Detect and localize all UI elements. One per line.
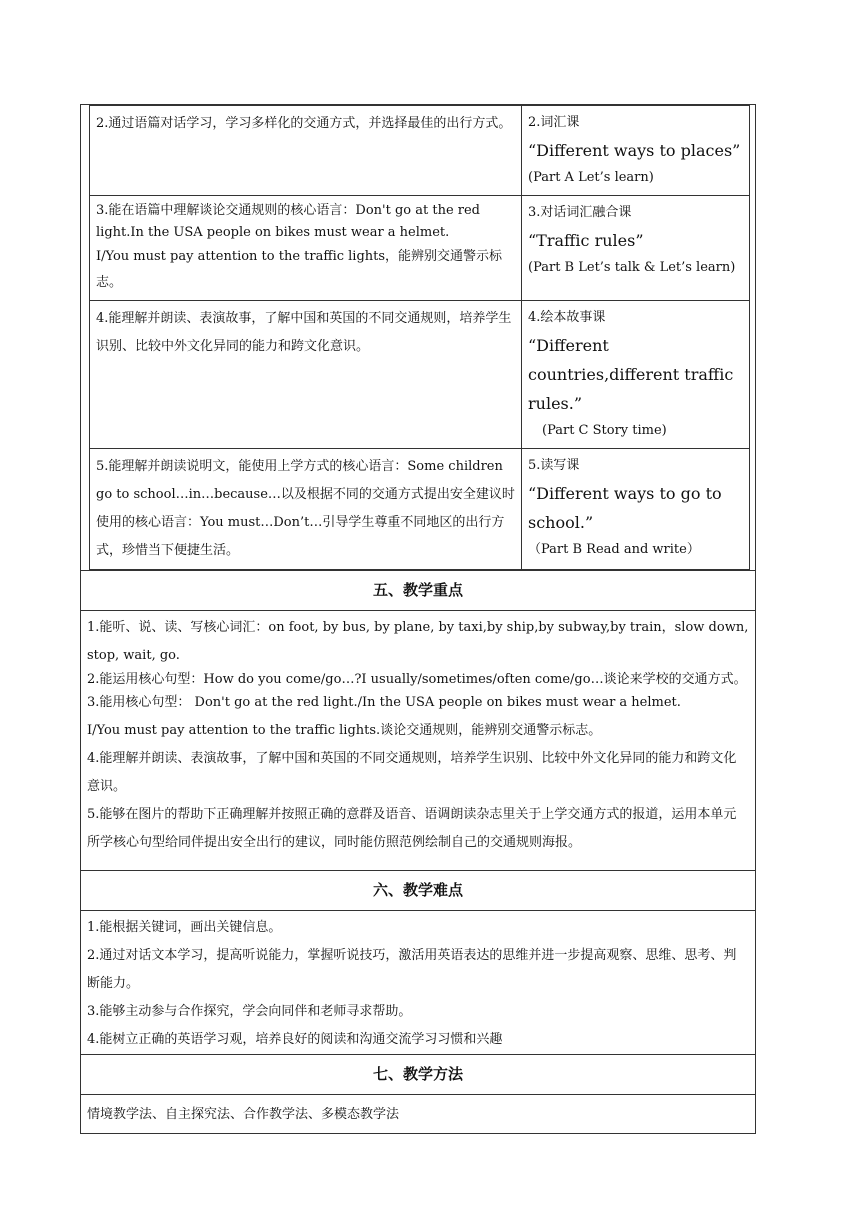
objective-row — [90, 106, 750, 196]
lesson-type-cell — [522, 449, 750, 570]
lesson-plan-table — [80, 104, 756, 1134]
key-point-item: 1.能听、说、读、写核心词汇：on foot, by bus, by plane, by taxi,by ship,by subway,by train，slow down, stop, wait, go. — [87, 620, 749, 663]
objective-row — [90, 196, 750, 301]
difficulty-item: 4.能树立正确的英语学习观，培养良好的阅读和沟通交流学习习惯和兴趣 — [87, 1032, 503, 1047]
lesson-title: “Different ways to places” — [528, 141, 741, 160]
lesson-part: (Part B Let’s talk & Let’s learn) — [528, 260, 736, 275]
objective-text: 5.能理解并朗读说明文，能使用上学方式的核心语言：Some children go to school…in…because…以及根据不同的交通方式提出安全建议时使用的核心语言：You must…Don’t…引导学生尊重不同地区的出行方式，珍惜当下便捷生活。 — [90, 449, 522, 570]
lesson-type-cell — [522, 196, 750, 301]
objective-text: 3.能在语篇中理解谈论交通规则的核心语言：Don't go at the red light.In the USA people on bikes must wear a helmet. I/You must pay attention to the traffic lights，能辨别交通警示标志。 — [90, 196, 522, 301]
lesson-type-cell — [522, 301, 750, 449]
objectives-table — [89, 105, 750, 570]
difficulty-item: 1.能根据关键词，画出关键信息。 — [87, 920, 282, 935]
difficulties-body — [81, 910, 755, 1054]
key-points-body — [81, 610, 755, 870]
objective-text: 2.通过语篇对话学习，学习多样化的交通方式，并选择最佳的出行方式。 — [90, 106, 522, 196]
key-point-item: I/You must pay attention to the traffic lights.谈论交通规则，能辨别交通警示标志。 — [87, 723, 602, 738]
key-points-heading: 五、教学重点 — [81, 570, 755, 610]
lesson-part: （Part B Read and write） — [528, 542, 700, 557]
objective-row — [90, 449, 750, 570]
objective-row — [90, 301, 750, 449]
methods-body — [81, 1094, 755, 1133]
lesson-title: “Traffic rules” — [528, 231, 644, 250]
lesson-type-label: 2.词汇课 — [528, 115, 580, 130]
lesson-type-label: 3.对话词汇融合课 — [528, 205, 632, 220]
difficulty-item: 2.通过对话文本学习，提高听说能力，掌握听说技巧，激活用英语表达的思维并进一步提高观察、思维、思考、判断能力。 — [87, 948, 737, 991]
key-point-item: 4.能理解并朗读、表演故事，了解中国和英国的不同交通规则，培养学生识别、比较中外文化异同的能力和跨文化意识。 — [87, 751, 737, 794]
key-point-item: 3.能用核心句型： Don't go at the red light./In the USA people on bikes must wear a helmet. — [87, 695, 681, 710]
difficulties-heading: 六、教学难点 — [81, 870, 755, 910]
objective-text: 4.能理解并朗读、表演故事，了解中国和英国的不同交通规则，培养学生识别、比较中外文化异同的能力和跨文化意识。 — [90, 301, 522, 449]
lesson-type-label: 4.绘本故事课 — [528, 310, 606, 325]
lesson-title: “Different ways to go to school.” — [528, 484, 722, 532]
lesson-title: “Different countries,different traffic rules.” — [528, 336, 734, 413]
lesson-type-cell — [522, 106, 750, 196]
difficulty-item: 3.能够主动参与合作探究，学会向同伴和老师寻求帮助。 — [87, 1004, 412, 1019]
lesson-part: (Part A Let’s learn) — [528, 170, 654, 185]
lesson-part: (Part C Story time) — [542, 423, 667, 438]
key-point-item: 5.能够在图片的帮助下正确理解并按照正确的意群及语音、语调朗读杂志里关于上学交通方式的报道，运用本单元所学核心句型给同伴提出安全出行的建议，同时能仿照范例绘制自己的交通规则海报。 — [87, 807, 737, 850]
lesson-type-label: 5.读写课 — [528, 458, 580, 473]
methods-text: 情境教学法、自主探究法、合作教学法、多模态教学法 — [87, 1107, 400, 1122]
key-point-item: 2.能运用核心句型：How do you come/go…?I usually/sometimes/often come/go…谈论来学校的交通方式。 — [87, 672, 747, 687]
methods-heading: 七、教学方法 — [81, 1054, 755, 1094]
